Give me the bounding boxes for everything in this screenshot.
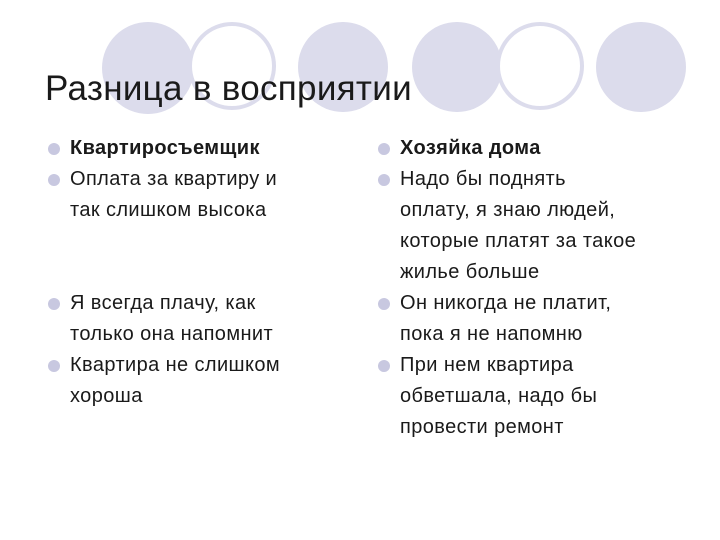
decor-circle-4 [412,22,502,112]
right-item-heading-text: Хозяйка дома [400,137,541,159]
decor-circle-6 [596,22,686,112]
left-item-4 [48,350,338,412]
left-item-heading-text: Квартиросъемщик [70,137,260,159]
bullet-icon [378,174,390,186]
left-column [48,133,338,412]
decor-circle-5 [496,22,584,110]
bullet-icon [48,174,60,186]
left-item-heading [48,133,338,164]
slide-title: Разница в восприятии [45,69,412,109]
bullet-icon [378,143,390,155]
right-item-heading [378,133,698,164]
left-item-2 [48,164,338,226]
bullet-icon [378,298,390,310]
right-item-2 [378,164,698,288]
right-item-4-text: При нем квартира обветшала, надо бы провести ремонт [400,354,598,438]
left-item-3 [48,288,338,350]
left-item-3-text: Я всегда плачу, как только она напомнит [70,292,274,345]
bullet-icon [48,360,60,372]
right-item-4 [378,350,698,443]
left-item-4-text: Квартира не слишком хороша [70,354,281,407]
bullet-icon [48,298,60,310]
right-column [378,133,698,443]
bullet-icon [378,360,390,372]
right-item-3-text: Он никогда не платит, пока я не напомню [400,292,612,345]
left-item-2-text: Оплата за квартиру и так слишком высока [70,168,278,221]
right-item-3 [378,288,698,350]
bullet-icon [48,143,60,155]
right-item-2-text: Надо бы поднять оплату, я знаю людей, которые платят за такое жилье больше [400,168,637,283]
